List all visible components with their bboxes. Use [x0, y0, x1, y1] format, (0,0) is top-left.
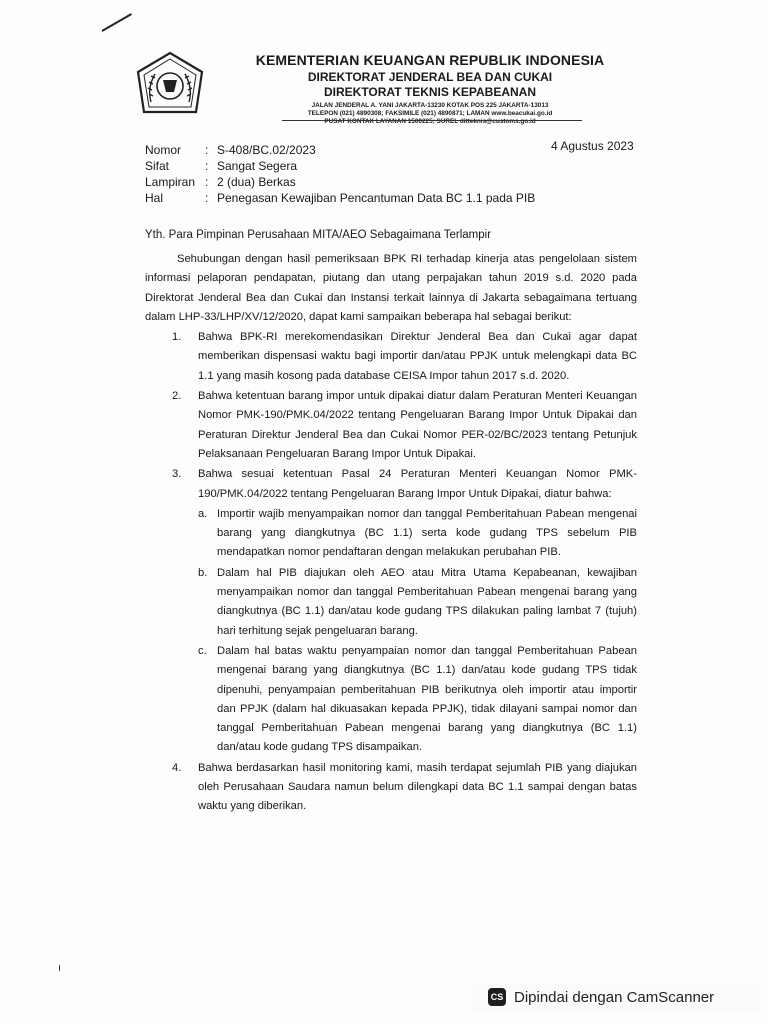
item-number: 2.: [172, 390, 182, 403]
item-text: Bahwa sesuai ketentuan Pasal 24 Peraturan Menteri Keuangan Nomor PMK-190/PMK.04/2022 tentang Pengeluaran Barang Impor Untuk Dipakai, diatur bahwa:: [198, 468, 637, 500]
sub-item-letter: a.: [198, 507, 208, 520]
salutation: Yth. Para Pimpinan Perusahaan MITA/AEO Sebagaimana Terlampir: [145, 229, 492, 241]
sub-item-letter: c.: [198, 644, 207, 657]
item-number: 4.: [172, 761, 182, 774]
sub-item-text: Dalam hal PIB diajukan oleh AEO atau Mitra Utama Kepabeanan, kewajiban menyampaikan nomor dan tanggal Pemberitahuan Pabean mengenai barang yang diangkutnya (BC 1.1) dan/atau kode gudang TPS dilakukan paling lambat 7 (tujuh) hari terhitung sejak pengeluaran barang.: [217, 566, 637, 637]
meta-label: Sifat: [145, 159, 170, 173]
directorate-name: DIREKTORAT JENDERAL BEA DAN CUKAI: [307, 70, 553, 84]
meta-value: Penegasan Kewajiban Pencantuman Data BC 1.1 pada PIB: [217, 191, 536, 205]
numbered-list: [145, 328, 637, 816]
address-line: JALAN JENDERAL A. YANI JAKARTA-13230 KOTAK POS 225 JAKARTA-13013: [311, 102, 549, 109]
camscanner-watermark: [472, 983, 762, 1011]
letter-meta: [145, 142, 535, 206]
letter-date: 4 Agustus 2023: [551, 139, 634, 153]
letterhead: [210, 52, 650, 126]
list-item: [145, 465, 637, 757]
meta-colon: :: [205, 143, 209, 157]
item-number: 1.: [172, 331, 182, 344]
sub-item-text: Dalam hal batas waktu penyampaian nomor dan tanggal Pemberitahuan Pabean mengenai barang yang diangkutnya (BC 1.1) dan/atau kode gudang TPS tidak dipenuhi, penyampaian pemberitahuan PIB berikutnya oleh importir atau importir dan PPJK (dalam hal dikuasakan kepada PPJK), tidak dilayani sampai nomor dan tanggal Pemberitahuan Pabean mengenai barang yang diangkutnya (BC 1.1) dan/atau kode gudang TPS disampaikan.: [217, 644, 637, 754]
sub-item-text: Importir wajib menyampaikan nomor dan tanggal Pemberitahuan Pabean mengenai barang yang diangkutnya (BC 1.1) serta kode gudang TPS sebelum PIB mendapatkan nomor pendaftaran dengan melakukan perubahan PIB.: [217, 507, 637, 559]
list-item: [145, 387, 637, 464]
meta-value: S-408/BC.02/2023: [217, 143, 316, 157]
item-text: Bahwa ketentuan barang impor untuk dipakai diatur dalam Peraturan Menteri Keuangan Nomor PMK-190/PMK.04/2022 tentang Pengeluaran Barang Impor Untuk Dipakai dan Peraturan Direktur Jenderal Bea dan Cukai Nomor PER-02/BC/2023 tentang Petunjuk Pelaksanaan Pengeluaran Barang Impor Untuk Dipakai.: [198, 390, 637, 460]
sub-item-letter: b.: [198, 566, 208, 579]
item-content: [198, 465, 637, 757]
meta-label: Nomor: [145, 143, 182, 157]
meta-label: Lampiran: [145, 175, 196, 189]
meta-row-lampiran: [145, 174, 535, 190]
meta-row-hal: [145, 190, 535, 206]
meta-row-nomor: [145, 142, 535, 158]
letterhead-address: [210, 102, 650, 126]
item-text: Bahwa BPK-RI merekomendasikan Direktur Jenderal Bea dan Cukai agar dapat memberikan dispensasi waktu bagi importir dan/atau PPJK untuk melengkapi data BC 1.1 yang masih kosong pada database CEISA Impor tahun 2017 s.d. 2020.: [198, 331, 637, 382]
camscanner-logo-icon: CS: [488, 988, 506, 1006]
sub-item: [198, 642, 637, 758]
address-line: TELEPON (021) 4890308; FAKSIMILE (021) 4890871; LAMAN www.beacukai.go.id: [307, 110, 553, 117]
ministry-emblem-icon: [133, 50, 207, 124]
meta-colon: :: [205, 191, 209, 205]
meta-label: Hal: [145, 191, 164, 205]
meta-colon: :: [205, 159, 209, 173]
letterhead-divider: [282, 120, 582, 121]
item-text: Bahwa berdasarkan hasil monitoring kami, masih terdapat sejumlah PIB yang diajukan oleh Perusahaan Saudara namun belum dilengkapi data BC 1.1 sampai dengan batas waktu yang diberikan.: [198, 761, 637, 813]
sub-directorate-name: DIREKTORAT TEKNIS KEPABEANAN: [323, 85, 536, 99]
scan-edge-mark: [59, 965, 60, 971]
meta-colon: :: [205, 175, 209, 189]
list-item: [145, 759, 637, 817]
list-item: [145, 328, 637, 386]
sub-item: [198, 564, 637, 641]
ministry-name: KEMENTERIAN KEUANGAN REPUBLIK INDONESIA: [255, 52, 605, 68]
intro-paragraph: Sehubungan dengan hasil pemeriksaan BPK RI terhadap kinerja atas pengelolaan sistem informasi pelaporan pendapatan, piutang dan utang perpajakan tahun 2019 s.d. 2020 pada Direktorat Jenderal Bea dan Cukai dan Instansi terkait lainnya di Jakarta sebagaimana tertuang dalam LHP-33/LHP/XV/12/2020, dapat kami sampaikan beberapa hal sebagai berikut:: [145, 253, 637, 323]
pen-stroke-mark: [102, 13, 132, 32]
lettered-sublist: [198, 505, 637, 758]
address-line: PUSAT KONTAK LAYANAN 1500225; SUREL ditteknis@customs.go.id: [324, 118, 536, 125]
meta-value: 2 (dua) Berkas: [217, 175, 296, 189]
meta-row-sifat: [145, 158, 535, 174]
watermark-text: Dipindai dengan CamScanner: [514, 988, 715, 1006]
sub-item: [198, 505, 637, 563]
item-number: 3.: [172, 468, 182, 481]
letter-body: [145, 250, 637, 817]
meta-value: Sangat Segera: [217, 159, 298, 173]
